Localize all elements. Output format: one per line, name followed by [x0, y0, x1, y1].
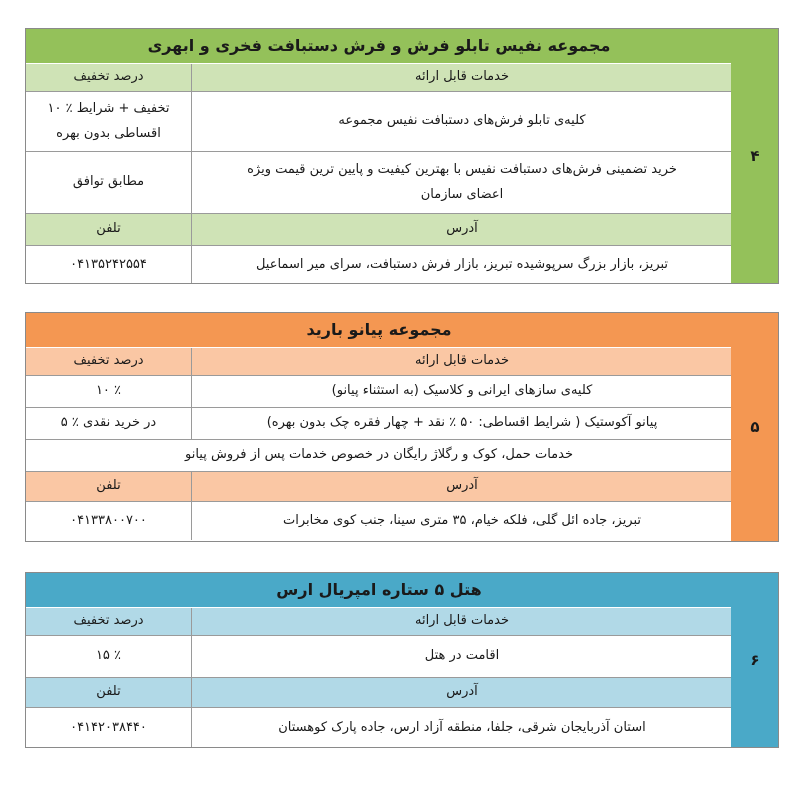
service-cell: خرید تضمینی فرش‌های دستبافت نفیس با بهترین کیفیت و پایین ترین قیمت ویژه اعضای سازمان: [247, 161, 677, 202]
table-row: [26, 376, 732, 408]
discount-cell: ۵ ٪ در خرید نقدی: [26, 408, 192, 439]
entry-table: [25, 572, 732, 748]
service-cell: کلیه‌ی سازهای ایرانی و کلاسیک (به استثناء پیانو): [331, 383, 593, 399]
entry-block-6: [25, 572, 779, 748]
entry-number: ۴: [731, 28, 779, 284]
discount-cell: مطابق توافق: [26, 152, 192, 213]
address-header-row: [26, 214, 732, 246]
address-header: آدرس: [446, 684, 478, 700]
phone-cell: ۰۴۱۳۵۲۴۲۵۵۴: [26, 246, 192, 284]
address-cell: استان آذربایجان شرقی، جلفا، منطقه آزاد ارس، جاده پارک کوهستان: [278, 719, 646, 735]
address-row: [26, 246, 732, 284]
table-row: [26, 636, 732, 678]
entry-title: هتل ۵ ستاره امپریال ارس: [276, 580, 482, 599]
header-row: [26, 608, 732, 636]
address-cell: تبریز، بازار بزرگ سرپوشیده تبریز، بازار فرش دستبافت، سرای میر اسماعیل: [255, 256, 669, 272]
discount-header: درصد تخفیف: [26, 608, 192, 635]
phone-header: تلفن: [26, 472, 192, 501]
discount-cell: ۱۰ ٪ تخفیف + شرایط اقساطی بدون بهره: [26, 92, 192, 151]
entry-title-row: [26, 28, 732, 64]
services-header: خدمات قابل ارائه: [414, 353, 509, 369]
phone-cell: ۰۴۱۴۲۰۳۸۴۴۰: [26, 708, 192, 748]
entry-title-row: [26, 572, 732, 608]
address-header: آدرس: [446, 221, 478, 237]
address-row: [26, 502, 732, 540]
address-cell: تبریز، جاده ائل گلی، فلکه خیام، ۳۵ متری سینا، جنب کوی مخابرات: [282, 512, 642, 528]
services-header: خدمات قابل ارائه: [414, 69, 509, 85]
service-cell: پیانو آکوستیک ( شرایط اقساطی: ۵۰ ٪ نقد + چهار فقره چک بدون بهره): [266, 415, 658, 431]
header-row: [26, 64, 732, 92]
table-row: [26, 152, 732, 214]
discount-header: درصد تخفیف: [26, 348, 192, 375]
header-row: [26, 348, 732, 376]
entry-number: ۵: [731, 312, 779, 542]
phone-header: تلفن: [26, 678, 192, 707]
discount-cell: ۱۵ ٪: [26, 636, 192, 677]
address-header-row: [26, 678, 732, 708]
phone-header: تلفن: [26, 214, 192, 245]
discount-header: درصد تخفیف: [26, 64, 192, 91]
phone-cell: ۰۴۱۳۳۸۰۰۷۰۰: [26, 502, 192, 540]
entry-table: [25, 28, 732, 284]
entry-number: ۶: [731, 572, 779, 748]
table-row: [26, 92, 732, 152]
note-row: [26, 440, 732, 472]
address-row: [26, 708, 732, 748]
table-row: [26, 408, 732, 440]
note-cell: خدمات حمل، کوک و رگلاژ رایگان در خصوص خدمات پس از فروش پیانو: [184, 447, 573, 463]
entry-table: [25, 312, 732, 540]
address-header-row: [26, 472, 732, 502]
entry-title: مجموعه نفیس تابلو فرش و فرش دستبافت فخری و ابهری: [147, 36, 611, 55]
discount-cell: ۱۰ ٪: [26, 376, 192, 407]
services-header: خدمات قابل ارائه: [414, 613, 509, 629]
address-header: آدرس: [446, 478, 478, 494]
service-cell: کلیه‌ی تابلو فرش‌های دستبافت نفیس مجموعه: [338, 113, 586, 129]
entry-block-5: [25, 312, 779, 542]
entry-block-4: [25, 28, 779, 284]
entry-title: مجموعه پیانو بارید: [306, 320, 452, 339]
service-cell: اقامت در هتل: [424, 648, 500, 664]
entry-title-row: [26, 312, 732, 348]
